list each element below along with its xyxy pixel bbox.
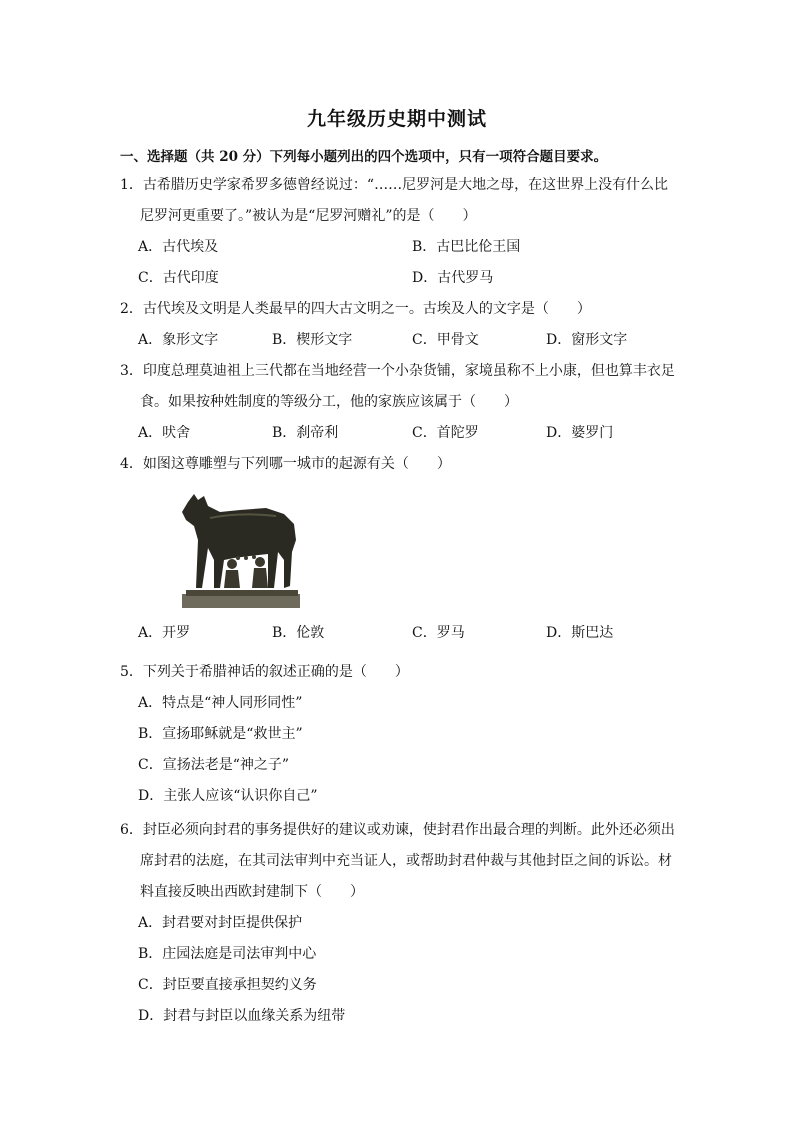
option-a[interactable]: A．开罗: [138, 625, 191, 641]
section-heading: 一、选择题（共 20 分）下列每小题列出的四个选项中，只有一项符合题目要求。: [120, 149, 608, 165]
question-1: [120, 170, 680, 294]
question-stem: 1．古希腊历史学家希罗多德曾经说过：“……尼罗河是大地之母，在这世界上没有什么比尼罗河更重要了。”被认为是“尼罗河赠礼”的是（ ）: [120, 177, 669, 224]
option-d[interactable]: D．婆罗门: [546, 425, 614, 441]
option-c[interactable]: C．甲骨文: [412, 332, 479, 348]
question-stem: 5．下列关于希腊神话的叙述正确的是（ ）: [120, 664, 409, 680]
option-a[interactable]: A．吠舍: [138, 425, 191, 441]
option-a[interactable]: A．封君要对封臣提供保护: [138, 915, 303, 931]
she-wolf-sculpture-image: [180, 490, 306, 612]
question-2: [120, 294, 680, 356]
question-5: [120, 657, 680, 812]
option-d[interactable]: D．封君与封臣以血缘关系为纽带: [138, 1008, 346, 1024]
option-c[interactable]: C．宣扬法老是“神之子”: [138, 757, 290, 773]
option-b[interactable]: B．刹帝利: [272, 425, 339, 441]
option-a[interactable]: A．特点是“神人同形同性”: [138, 695, 303, 711]
option-b[interactable]: B．宣扬耶稣就是“救世主”: [138, 726, 303, 742]
options-row: [120, 263, 680, 294]
option-a[interactable]: A．古代埃及: [138, 239, 219, 255]
option-d[interactable]: D．窗形文字: [546, 332, 628, 348]
question-stem: 6．封臣必须向封君的事务提供好的建议或劝谏，使封君作出最合理的判断。此外还必须出席封君的法庭，在其司法审判中充当证人，或帮助封君仲裁与其他封臣之间的诉讼。材料直接反映出西欧封建制下（ ）: [120, 822, 675, 900]
options-row: [120, 232, 680, 263]
option-d[interactable]: D．主张人应该“认识你自己”: [138, 788, 318, 804]
question-6: [120, 815, 680, 1032]
option-c[interactable]: C．古代印度: [138, 270, 219, 286]
options-row: [120, 618, 680, 649]
option-a[interactable]: A．象形文字: [138, 332, 219, 348]
option-b[interactable]: B．古巴比伦王国: [412, 239, 521, 255]
option-d[interactable]: D．古代罗马: [412, 270, 494, 286]
question-3: [120, 356, 680, 449]
option-c[interactable]: C．首陀罗: [412, 425, 479, 441]
she-wolf-sculpture-icon: [180, 490, 306, 612]
option-b[interactable]: B．伦敦: [272, 625, 325, 641]
question-stem: 4．如图这尊雕塑与下列哪一城市的起源有关（ ）: [120, 456, 451, 472]
question-4: [120, 449, 680, 649]
option-b[interactable]: B．庄园法庭是司法审判中心: [138, 946, 317, 962]
option-c[interactable]: C．封臣要直接承担契约义务: [138, 977, 317, 993]
option-b[interactable]: B．楔形文字: [272, 332, 353, 348]
question-stem: 2．古代埃及文明是人类最早的四大古文明之一。古埃及人的文字是（ ）: [120, 301, 591, 317]
options-row: [120, 325, 680, 356]
question-stem: 3．印度总理莫迪祖上三代都在当地经营一个小杂货铺，家境虽称不上小康，但也算丰衣足食。如果按种姓制度的等级分工，他的家族应该属于（ ）: [120, 363, 675, 410]
option-d[interactable]: D．斯巴达: [546, 625, 614, 641]
page-title: 九年级历史期中测试: [306, 108, 487, 130]
options-row: [120, 418, 680, 449]
option-c[interactable]: C．罗马: [412, 625, 465, 641]
